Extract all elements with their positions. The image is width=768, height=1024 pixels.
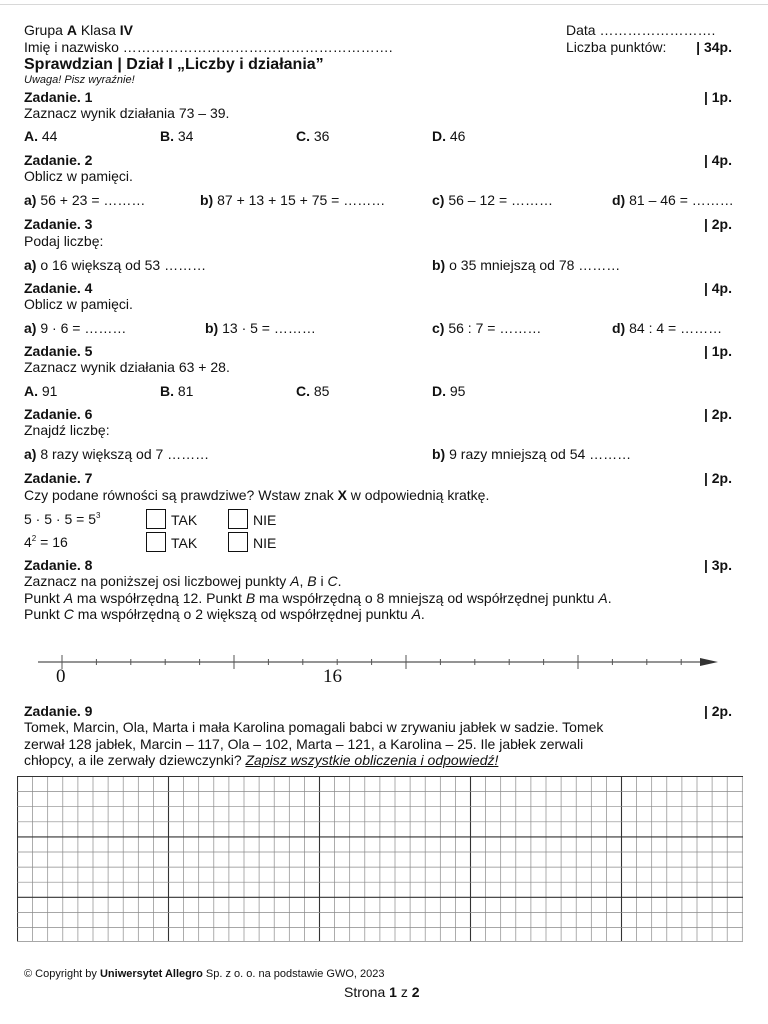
task-2-item-c[interactable]: c) 56 – 12 = ……… [432, 192, 554, 208]
page-title: Sprawdzian | Dział I „Liczby i działania” [24, 56, 324, 73]
task-7-title: Zadanie. 7 [24, 470, 93, 486]
answer-grid[interactable] [17, 776, 744, 942]
page-number: Strona 1 z 2 [344, 984, 420, 1000]
task-9-line-2: zerwał 128 jabłek, Marcin – 117, Ola – 102, Marta – 121, a Karolina – 25. Ile jabłek zerwali [24, 736, 584, 752]
class-label: Klasa [80, 22, 116, 38]
task-6-item-b[interactable]: b) 9 razy mniejszą od 54 ……… [432, 446, 632, 462]
checkbox-yes-1[interactable] [146, 509, 166, 529]
task-1-title: Zadanie. 1 [24, 89, 93, 105]
task-1-instruction: Zaznacz wynik działania 73 – 39. [24, 105, 230, 121]
task-7-instruction: Czy podane równości są prawdziwe? Wstaw znak X w odpowiednią kratkę. [24, 487, 490, 503]
number-line-arrow [700, 658, 718, 666]
class-value: IV [119, 22, 133, 38]
task-7-points: | 2p. [703, 470, 732, 486]
task-2-item-b[interactable]: b) 87 + 13 + 15 + 75 = ……… [200, 192, 386, 208]
task-4-item-b[interactable]: b) 13 · 5 = ……… [205, 320, 316, 336]
group-value: A [66, 22, 77, 38]
number-line-label-16: 16 [323, 666, 342, 687]
task-4-title: Zadanie. 4 [24, 280, 93, 296]
points-total: | 34p. [696, 39, 732, 55]
group-class-line [24, 22, 133, 38]
task-3-title: Zadanie. 3 [24, 216, 93, 232]
task-5-option-c[interactable]: C. 85 [296, 383, 330, 399]
task-4-instruction: Oblicz w pamięci. [24, 296, 133, 312]
task-7-row-1-yes[interactable]: TAK [146, 509, 197, 529]
task-7-row-1-no[interactable]: NIE [228, 509, 276, 529]
task-9-line-1: Tomek, Marcin, Ola, Marta i mała Karolina pomagali babci w zrywaniu jabłek w sadzie. Tomek [24, 719, 604, 735]
task-8-line-1: Zaznacz na poniższej osi liczbowej punkty A, B i C. [24, 573, 342, 589]
task-8-line-2: Punkt A ma współrzędną 12. Punkt B ma współrzędną o 8 mniejszą od współrzędnej punktu A. [24, 590, 612, 606]
task-7-expr-2: $4^2 = 16$ [24, 534, 68, 550]
task-9-title: Zadanie. 9 [24, 703, 93, 719]
task-3-item-a[interactable]: a) o 16 większą od 53 ……… [24, 257, 207, 273]
task-6-title: Zadanie. 6 [24, 406, 93, 422]
task-3-item-b[interactable]: b) o 35 mniejszą od 78 ……… [432, 257, 621, 273]
task-1-option-d[interactable]: D. 46 [432, 128, 466, 144]
task-2-title: Zadanie. 2 [24, 152, 93, 168]
task-7-row-2-no[interactable]: NIE [228, 532, 276, 552]
task-3-points: | 2p. [703, 216, 732, 232]
task-1-option-c[interactable]: C. 36 [296, 128, 330, 144]
task-5-points: | 1p. [703, 343, 732, 359]
group-label: Grupa [24, 22, 63, 38]
task-3-instruction: Podaj liczbę: [24, 233, 104, 249]
checkbox-no-2[interactable] [228, 532, 248, 552]
points-label: Liczba punktów: [566, 39, 667, 55]
task-5-title: Zadanie. 5 [24, 343, 93, 359]
task-5-option-d[interactable]: D. 95 [432, 383, 466, 399]
task-5-instruction: Zaznacz wynik działania 63 + 28. [24, 359, 230, 375]
task-8-title: Zadanie. 8 [24, 557, 93, 573]
task-6-item-a[interactable]: a) 8 razy większą od 7 ……… [24, 446, 210, 462]
task-2-points: | 4p. [703, 152, 732, 168]
date-field[interactable]: Data ……………………. [566, 22, 716, 38]
task-7-row-2-yes[interactable]: TAK [146, 532, 197, 552]
name-field[interactable]: Imię i nazwisko …………………………………………………. [24, 39, 393, 55]
task-2-item-d[interactable]: d) 81 – 46 = ……… [612, 192, 734, 208]
task-4-points: | 4p. [703, 280, 732, 296]
task-5-option-a[interactable]: A. 91 [24, 383, 58, 399]
copyright: © Copyright by Uniwersytet Allegro Sp. z o. o. na podstawie GWO, 2023 [24, 968, 385, 980]
task-2-item-a[interactable]: a) 56 + 23 = ……… [24, 192, 146, 208]
checkbox-yes-2[interactable] [146, 532, 166, 552]
task-7-expr-1: $5 \cdot 5 \cdot 5 = 5^3$ [24, 511, 101, 527]
task-2-instruction: Oblicz w pamięci. [24, 168, 133, 184]
note: Uwaga! Pisz wyraźnie! [24, 74, 135, 86]
task-1-option-a[interactable]: A. 44 [24, 128, 58, 144]
checkbox-no-1[interactable] [228, 509, 248, 529]
task-9-line-3: chłopcy, a ile zerwały dziewczynki? Zapisz wszystkie obliczenia i odpowiedź! [24, 752, 499, 768]
task-8-line-3: Punkt C ma współrzędną o 2 większą od współrzędnej punktu A. [24, 606, 425, 622]
task-8-points: | 3p. [703, 557, 732, 573]
number-line-label-0: 0 [56, 666, 66, 687]
task-4-item-a[interactable]: a) 9 · 6 = ……… [24, 320, 127, 336]
number-line[interactable] [0, 650, 768, 680]
task-6-instruction: Znajdź liczbę: [24, 422, 110, 438]
task-1-points: | 1p. [703, 89, 732, 105]
task-1-option-b[interactable]: B. 34 [160, 128, 194, 144]
task-9-points: | 2p. [703, 703, 732, 719]
task-5-option-b[interactable]: B. 81 [160, 383, 194, 399]
top-border [0, 4, 768, 5]
task-4-item-c[interactable]: c) 56 : 7 = ……… [432, 320, 542, 336]
task-6-points: | 2p. [703, 406, 732, 422]
task-4-item-d[interactable]: d) 84 : 4 = ……… [612, 320, 723, 336]
